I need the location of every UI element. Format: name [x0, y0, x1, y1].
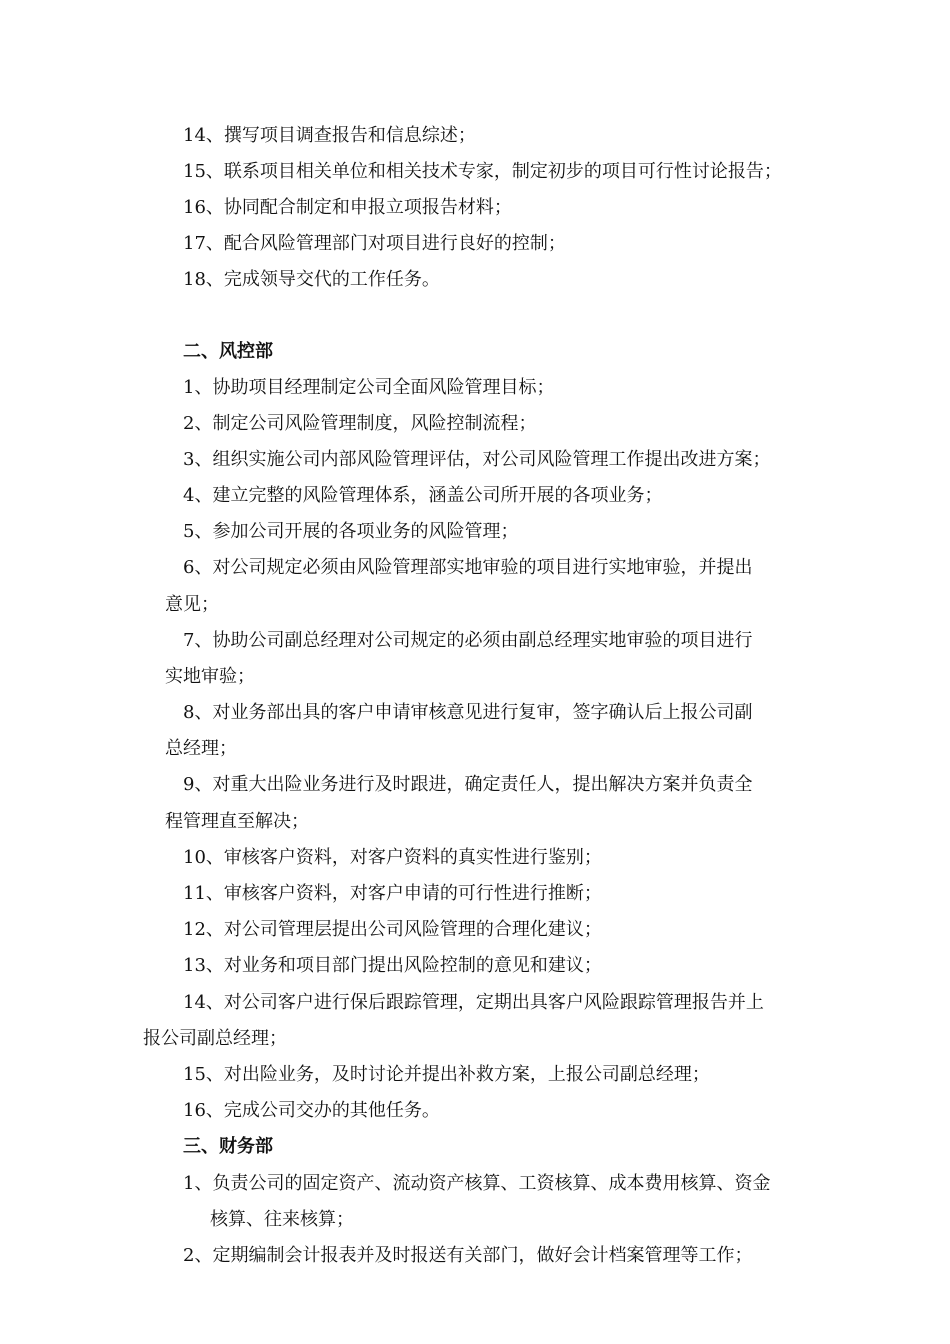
list-item: 14、撰写项目调查报告和信息综述；	[183, 125, 476, 146]
list-item: 15、联系项目相关单位和相关技术专家，制定初步的项目可行性讨论报告；	[183, 161, 782, 182]
list-item: 16、协同配合制定和申报立项报告材料；	[183, 197, 512, 218]
list-item: 1、负责公司的固定资产、流动资产核算、工资核算、成本费用核算、资金	[183, 1173, 771, 1194]
list-item-continuation: 总经理；	[165, 738, 237, 759]
list-item-continuation: 程管理直至解决；	[165, 811, 309, 832]
list-item: 6、对公司规定必须由风险管理部实地审验的项目进行实地审验，并提出	[183, 557, 753, 578]
list-item: 12、对公司管理层提出公司风险管理的合理化建议；	[183, 919, 602, 940]
list-item: 4、建立完整的风险管理体系，涵盖公司所开展的各项业务；	[183, 485, 663, 506]
list-item-continuation: 实地审验；	[165, 666, 255, 687]
list-item: 14、对公司客户进行保后跟踪管理，定期出具客户风险跟踪管理报告并上	[183, 992, 764, 1013]
list-item-continuation: 报公司副总经理；	[143, 1028, 287, 1049]
section-heading-risk: 二、风控部	[183, 341, 273, 362]
list-item: 5、参加公司开展的各项业务的风险管理；	[183, 521, 519, 542]
list-item: 18、完成领导交代的工作任务。	[183, 269, 440, 290]
list-item-continuation: 核算、往来核算；	[210, 1209, 354, 1230]
list-item: 11、审核客户资料，对客户申请的可行性进行推断；	[183, 883, 602, 904]
list-item: 7、协助公司副总经理对公司规定的必须由副总经理实地审验的项目进行	[183, 630, 753, 651]
list-item: 3、组织实施公司内部风险管理评估，对公司风险管理工作提出改进方案；	[183, 449, 771, 470]
list-item: 10、审核客户资料，对客户资料的真实性进行鉴别；	[183, 847, 602, 868]
list-item-continuation: 意见；	[165, 594, 219, 615]
list-item: 17、配合风险管理部门对项目进行良好的控制；	[183, 233, 566, 254]
section-heading-finance: 三、财务部	[183, 1136, 273, 1157]
list-item: 16、完成公司交办的其他任务。	[183, 1100, 440, 1121]
list-item: 1、协助项目经理制定公司全面风险管理目标；	[183, 377, 555, 398]
list-item: 2、定期编制会计报表并及时报送有关部门，做好会计档案管理等工作；	[183, 1245, 753, 1266]
list-item: 2、制定公司风险管理制度，风险控制流程；	[183, 413, 537, 434]
list-item: 8、对业务部出具的客户申请审核意见进行复审，签字确认后上报公司副	[183, 702, 753, 723]
list-item: 9、对重大出险业务进行及时跟进，确定责任人，提出解决方案并负责全	[183, 774, 753, 795]
list-item: 15、对出险业务，及时讨论并提出补救方案，上报公司副总经理；	[183, 1064, 710, 1085]
list-item: 13、对业务和项目部门提出风险控制的意见和建议；	[183, 955, 602, 976]
